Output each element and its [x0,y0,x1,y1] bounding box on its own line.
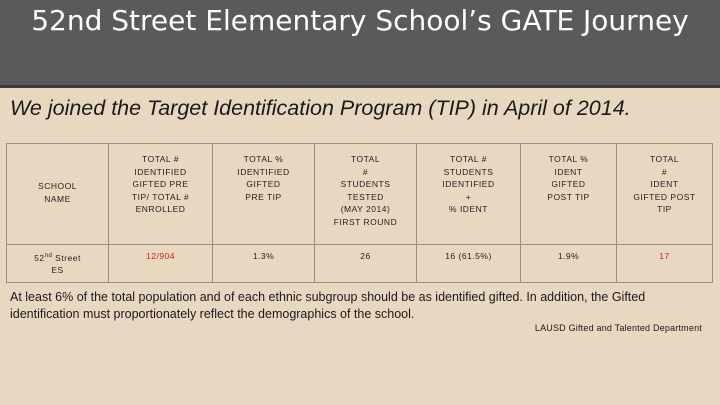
header-cell [417,144,521,245]
header-line: GIFTED PRE [132,179,189,189]
header-line: TIP/ TOTAL # [131,191,190,202]
value-cell: 16 (61.5%) [417,245,521,283]
header-line: IDENT [554,166,583,177]
school-name-suffix: Street [52,252,81,263]
slide-title: 52nd Street Elementary School’s GATE Journey [31,4,689,37]
header-line: IDENTIFIED [237,166,290,177]
note-text: At least 6% of the total population and of each ethnic subgroup should be as identified gifted. In addition, the Gifted identification must proportionately reflect the demographics of the school. [10,290,646,321]
header-line: GIFTED [551,179,586,189]
table-row [7,245,713,283]
header-line: TOTAL # [450,154,487,164]
header-line: TOTAL % [548,154,589,164]
header-line: TIP [657,204,672,214]
header-line: TOTAL % [243,154,284,164]
school-name-cell [7,245,109,283]
header-line: # [362,166,369,177]
header-line: FIRST ROUND [333,216,398,227]
header-line: TOTAL [350,154,381,164]
header-cell [7,144,109,245]
header-line: % IDENT [449,204,488,214]
value-cell: 1.3% [213,245,315,283]
value-cell: 1.9% [521,245,617,283]
school-name-sup: nd [44,253,53,259]
value-cell: 12/904 [109,245,213,283]
gate-table [6,143,713,283]
table-header-row [7,144,713,245]
value-cell: 17 [617,245,713,283]
school-name-line2: ES [51,265,64,276]
header-line: TOTAL # [142,154,179,164]
slide-subtitle: We joined the Target Identification Program (TIP) in April of 2014. [10,96,631,120]
header-cell [521,144,617,245]
school-name-prefix: 52 [34,252,45,263]
header-line: TESTED [347,191,384,202]
header-line: STUDENTS [340,179,391,189]
header-line: TOTAL [649,154,680,164]
header-cell [315,144,417,245]
header-line: # [661,166,668,177]
title-bar [0,0,720,88]
header-line: PRE TIP [245,191,282,202]
header-line: IDENTIFIED [134,166,187,177]
header-line: NAME [44,193,71,204]
credit-text: LAUSD Gifted and Talented Department [534,323,702,333]
header-cell [617,144,713,245]
header-line: + [465,191,472,202]
header-line: STUDENTS [443,166,494,177]
value-cell: 26 [315,245,417,283]
header-line: SCHOOL [38,181,77,191]
header-cell [213,144,315,245]
header-cell [109,144,213,245]
header-line: IDENT [650,179,679,189]
header-line: (MAY 2014) [340,204,391,214]
header-line: ENROLLED [135,204,186,214]
header-line: IDENTIFIED [442,179,495,189]
header-line: POST TIP [547,191,590,202]
header-line: GIFTED POST [633,191,696,202]
header-line: GIFTED [246,179,281,189]
